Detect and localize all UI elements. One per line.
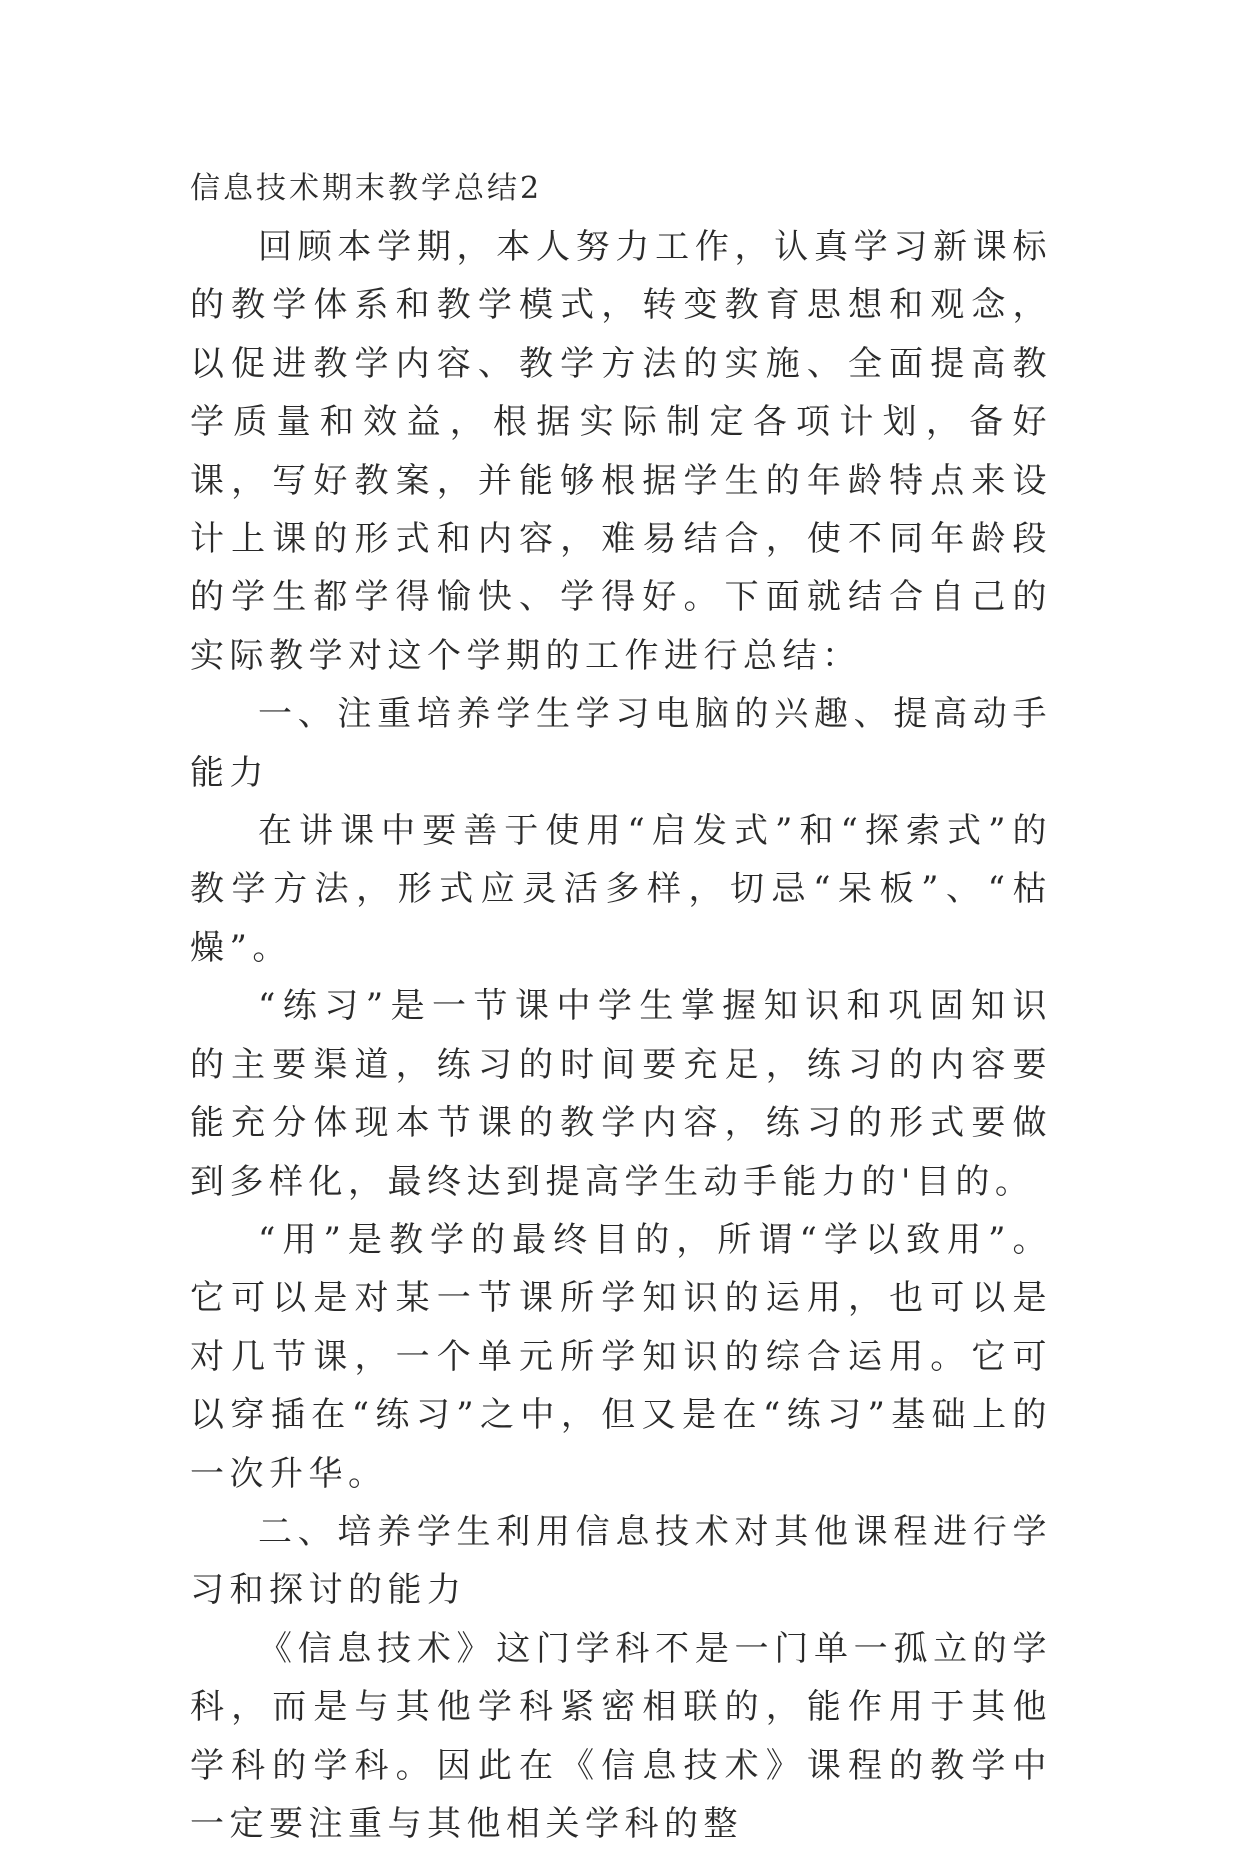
document-page (190, 160, 1052, 1853)
paragraph-practice: “练习”是一节课中学生掌握知识和巩固知识的主要渠道，练习的时间要充足，练习的内容要能充分体现本节课的教学内容，练习的形式要做到多样化，最终达到提高学生动手能力的'目的。 (190, 986, 1052, 1202)
paragraph-intro: 回顾本学期，本人努力工作，认真学习新课标的教学体系和教学模式，转变教育思想和观念，以促进教学内容、教学方法的实施、全面提高教学质量和效益，根据实际制定各项计划，备好课，写好教案，并能够根据学生的年龄特点来设计上课的形式和内容，难易结合，使不同年龄段的学生都学得愉快、学得好。下面就结合自己的实际教学对这个学期的工作进行总结： (190, 227, 1052, 676)
paragraph-application: “用”是教学的最终目的，所谓“学以致用”。它可以是对某一节课所学知识的运用，也可以是对几节课，一个单元所学知识的综合运用。它可以穿插在“练习”之中，但又是在“练习”基础上的一次升华。 (190, 1219, 1052, 1494)
document-title: 信息技术期末教学总结2 (190, 171, 543, 206)
paragraph-teaching-method: 在讲课中要善于使用“启发式”和“探索式”的教学方法，形式应灵活多样，切忌“呆板”、“枯燥”。 (190, 811, 1052, 968)
section-heading-2: 二、培养学生利用信息技术对其他课程进行学习和探讨的能力 (190, 1511, 1052, 1611)
section-heading-1: 一、注重培养学生学习电脑的兴趣、提高动手能力 (190, 694, 1052, 793)
paragraph-integration: 《信息技术》这门学科不是一门单一孤立的学科，而是与其他学科紧密相联的，能作用于其他学科的学科。因此在《信息技术》课程的教学中一定要注重与其他相关学科的整 (190, 1628, 1052, 1844)
